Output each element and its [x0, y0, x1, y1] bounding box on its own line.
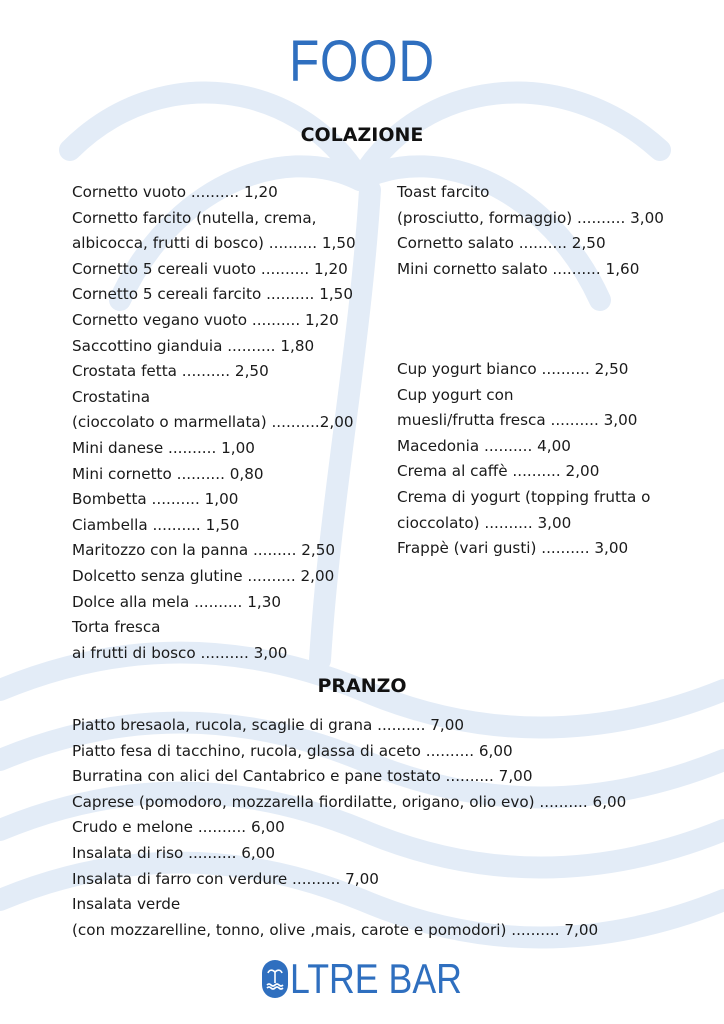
- menu-item: Frappè (vari gusti) .......... 3,00: [397, 539, 629, 558]
- menu-item: Cornetto salato .......... 2,50: [397, 234, 606, 253]
- menu-item: Mini danese .......... 1,00: [72, 438, 255, 457]
- menu-item: (prosciutto, formaggio) .......... 3,00: [397, 208, 664, 227]
- menu-item: Cornetto 5 cereali vuoto .......... 1,20: [72, 259, 348, 278]
- menu-item: Caprese (pomodoro, mozzarella fiordilatte, origano, olio evo) .......... 6,00: [72, 792, 627, 811]
- menu-item: Crudo e melone .......... 6,00: [72, 818, 285, 837]
- menu-item: Mini cornetto salato .......... 1,60: [397, 259, 640, 278]
- menu-item: muesli/frutta fresca .......... 3,00: [397, 411, 638, 430]
- oltre-bar-logo: [262, 955, 492, 1003]
- menu-item: Saccottino gianduia .......... 1,80: [72, 336, 315, 355]
- colazione-right-top-list: [397, 180, 664, 282]
- palm-logo-icon: [262, 960, 288, 998]
- section-heading-pranzo: PRANZO: [317, 675, 407, 697]
- menu-item: Cornetto 5 cereali farcito .......... 1,50: [72, 285, 354, 304]
- menu-item: Dolce alla mela .......... 1,30: [72, 592, 282, 611]
- menu-item: Cornetto vegano vuoto .......... 1,20: [72, 310, 339, 329]
- menu-item: ai frutti di bosco .......... 3,00: [72, 643, 288, 662]
- menu-item: Cup yogurt con: [397, 385, 514, 404]
- menu-item: Ciambella .......... 1,50: [72, 515, 240, 534]
- colazione-left-list: [72, 180, 356, 666]
- page-title: FOOD: [289, 29, 435, 94]
- menu-item: Macedonia .......... 4,00: [397, 436, 571, 455]
- menu-item: Torta fresca: [72, 618, 161, 637]
- menu-item: Crostatina: [72, 387, 151, 406]
- menu-item: (con mozzarelline, tonno, olive ,mais, carote e pomodori) .......... 7,00: [72, 920, 599, 939]
- pranzo-list: [72, 713, 626, 943]
- menu-item: Cup yogurt bianco .......... 2,50: [397, 360, 629, 378]
- menu-item: Piatto fesa di tacchino, rucola, glassa di aceto .......... 6,00: [72, 741, 513, 760]
- menu-item: Crema di yogurt (topping frutta o: [397, 487, 651, 506]
- menu-item: Cornetto farcito (nutella, crema,: [72, 208, 317, 227]
- menu-item: Cornetto vuoto .......... 1,20: [72, 183, 278, 201]
- menu-item: Bombetta .......... 1,00: [72, 490, 239, 509]
- menu-item: Piatto bresaola, rucola, scaglie di grana .......... 7,00: [72, 716, 465, 734]
- section-heading-colazione: COLAZIONE: [300, 124, 424, 146]
- menu-item: Mini cornetto .......... 0,80: [72, 464, 264, 483]
- colazione-right-bottom-list: [397, 357, 650, 562]
- menu-item: Insalata verde: [72, 895, 181, 914]
- menu-item: Crema al caffè .......... 2,00: [397, 462, 600, 481]
- menu-item: albicocca, frutti di bosco) .......... 1,50: [72, 234, 356, 253]
- menu-item: Insalata di farro con verdure .......... 7,00: [72, 869, 379, 888]
- menu-item: (cioccolato o marmellata) ..........2,00: [72, 413, 354, 432]
- menu-item: Toast farcito: [397, 183, 490, 201]
- menu-item: Maritozzo con la panna ......... 2,50: [72, 541, 336, 560]
- menu-item: Insalata di riso .......... 6,00: [72, 843, 276, 862]
- menu-item: cioccolato) .......... 3,00: [397, 513, 572, 532]
- logo-text: LTRE BAR: [290, 955, 462, 1002]
- menu-item: Crostata fetta .......... 2,50: [72, 362, 269, 381]
- menu-item: Dolcetto senza glutine .......... 2,00: [72, 566, 335, 585]
- menu-item: Burratina con alici del Cantabrico e pane tostato .......... 7,00: [72, 767, 533, 786]
